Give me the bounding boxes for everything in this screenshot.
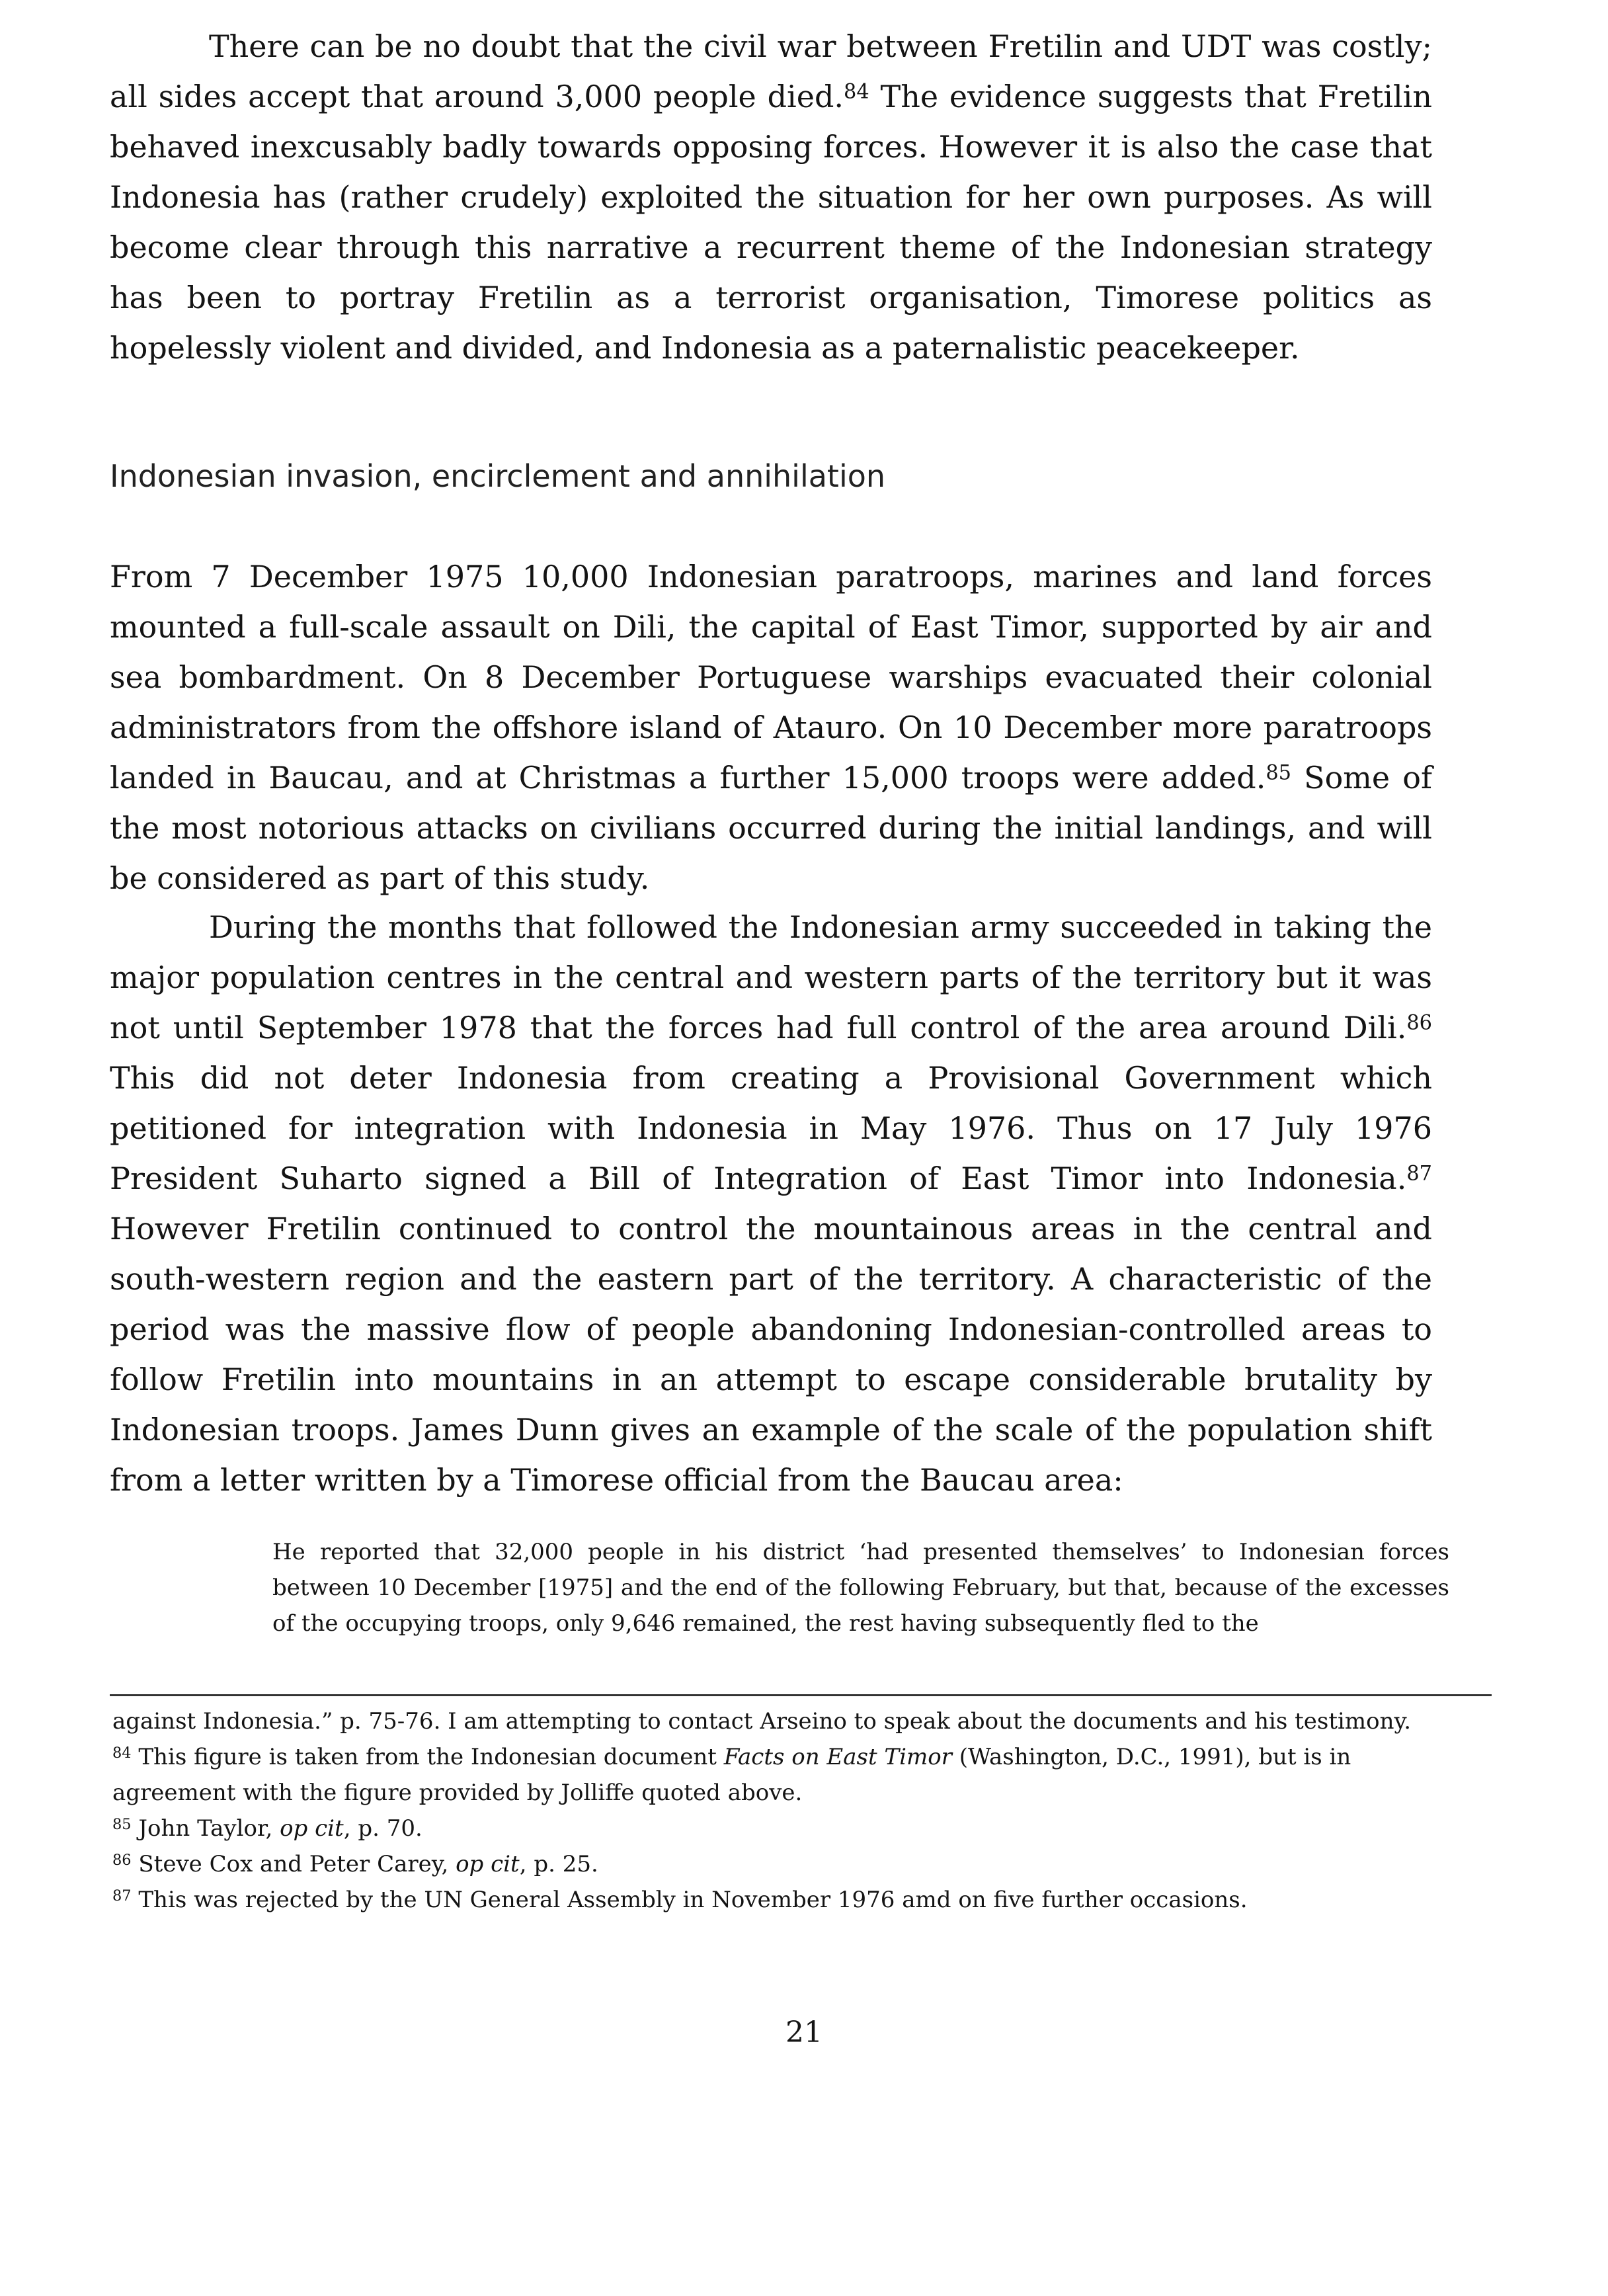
footnote-continued: against Indonesia.” p. 75-76. I am attempting to contact Arseino to speak about the documents and his testimony. [112,1708,1411,1735]
section-heading: Indonesian invasion, encirclement and annihilation [110,458,886,494]
footnote-text: This figure is taken from the Indonesian document [131,1744,724,1770]
footnote-number: 85 [112,1815,132,1833]
footnote-text: , p. 25. [519,1851,598,1877]
footnote-ref-86[interactable]: 86 [1406,1011,1432,1035]
paragraph-invasion [110,552,1432,903]
footnote-ref-84[interactable]: 84 [844,80,869,104]
paragraph-civil-war [110,21,1432,373]
paragraph-text: This did not deter Indonesia from creating a Provisional Government which petitioned for integration with Indonesia in May 1976. Thus on 17 July 1976 President Suharto signed a Bill of Integration of East Timor into Indonesia. [110,1060,1432,1196]
paragraph-text: During the months that followed the Indonesian army succeeded in taking the major population centres in the central and western parts of the territory but it was not until September 1978 that the forces had full control of the area around Dili. [110,909,1432,1046]
block-quote: He reported that 32,000 people in his district ‘had presented themselves’ to Indonesian forces between 10 December [1975] and the end of the following February, but that, because of the excesses of the occupying troops, only 9,646 remained, the rest having subsequently fled to the [272,1539,1449,1637]
footnote-text: This was rejected by the UN General Assembly in November 1976 amd on five further occasions. [131,1887,1248,1913]
footnote-84 [112,1739,1474,1811]
page-number: 21 [785,2016,823,2049]
footnote-ref-87[interactable]: 87 [1406,1162,1432,1186]
footnote-text: John Taylor, [131,1815,280,1842]
paragraph-text: The evidence suggests that Fretilin behaved inexcusably badly towards opposing forces. However it is also the case that Indonesia has (rather crudely) exploited the situation for her own purposes. As will become clear through this narrative a recurrent theme of the Indonesian strategy has been to portray Fretilin as a terrorist organisation, Timorese politics as hopelessly violent and divided, and Indonesia as a paternalistic peacekeeper. [110,79,1432,366]
footnote-title: op cit [280,1815,344,1842]
paragraph-text: Some of the most notorious attacks on civilians occurred during the initial landings, and will be considered as part of this study. [110,760,1433,896]
footnote-87 [112,1882,1474,1918]
footnote-text: , p. 70. [343,1815,422,1842]
footnote-title: op cit [456,1851,520,1877]
footnote-text: (Washington, D.C., 1991), but is in agreement with the figure provided by Jolliffe quoted above. [112,1744,1351,1806]
footnotes [112,1703,1474,1918]
footnote-ref-85[interactable]: 85 [1266,761,1291,785]
footnote-title: Facts on East Timor [723,1744,952,1770]
footnote-number: 86 [112,1851,132,1869]
footnote-number: 84 [112,1744,132,1762]
paragraph-integration [110,902,1432,1505]
paragraph-text: There can be no doubt that the civil war between Fretilin and UDT was costly; all sides accept that around 3,000 people died. [110,28,1432,114]
footnote-number: 87 [112,1887,132,1905]
paragraph-text: From 7 December 1975 10,000 Indonesian paratroops, marines and land forces mounted a full-scale assault on Dili, the capital of East Timor, supported by air and sea bombardment. On 8 December Portuguese warships evacuated their colonial administrators from the offshore island of Atauro. On 10 December more paratroops landed in Baucau, and at Christmas a further 15,000 troops were added. [110,559,1432,796]
footnote-text: Steve Cox and Peter Carey, [131,1851,456,1877]
footnote-85 [112,1811,1474,1846]
footnote-86 [112,1846,1474,1882]
paragraph-text: However Fretilin continued to control the mountainous areas in the central and south-western region and the eastern part of the territory. A characteristic of the period was the massive flow of people abandoning Indonesian-controlled areas to follow Fretilin into mountains in an attempt to escape considerable brutality by Indonesian troops. James Dunn gives an example of the scale of the population shift from a letter written by a Timorese official from the Baucau area: [110,1211,1432,1498]
footnote-separator [110,1694,1492,1696]
